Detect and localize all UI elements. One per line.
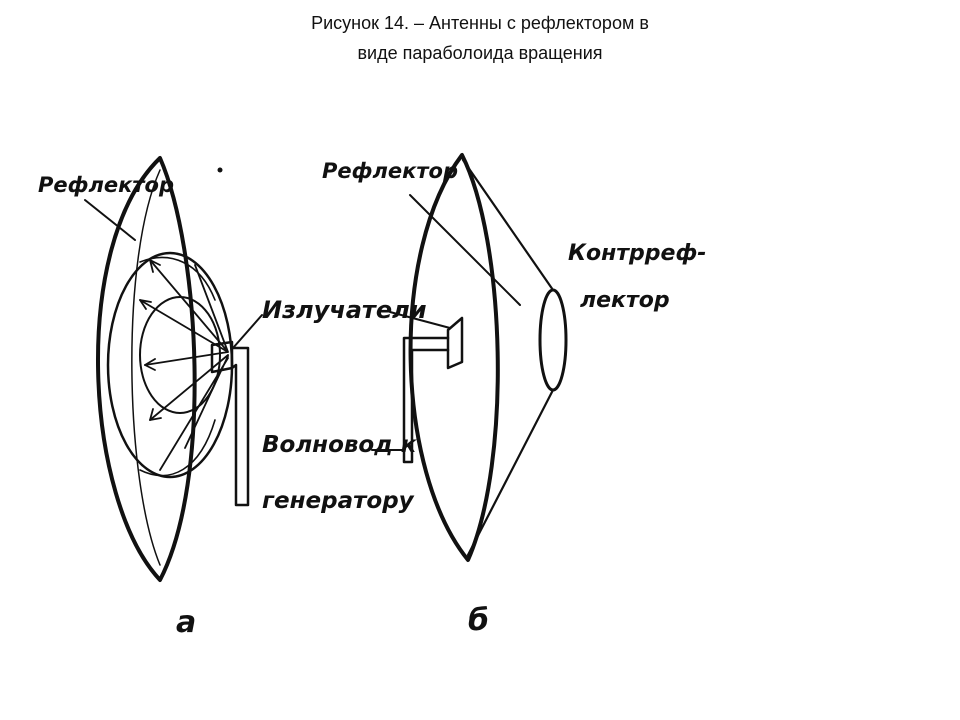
waveguide-label-line2: генератору [262,488,414,514]
leader-reflector-b [410,195,520,305]
waveguide-a [232,348,248,505]
radiators-label: Излучатели [262,296,427,324]
reflector-label-a: Рефлектор [38,173,174,197]
reflector-label-b: Рефлектор [322,159,458,183]
panel-letter-a: а [176,605,197,640]
outer-lobe [108,253,232,477]
caption-line-1: Рисунок 14. – Антенны с рефлектором в [311,13,649,33]
caption-line-2: виде параболоида вращения [357,43,603,63]
scan-speck [218,168,223,173]
panel-letter-b: б [468,603,489,638]
leader-radiators [233,315,262,348]
antenna-a [38,158,427,640]
radiator-feed-b [448,318,462,368]
reflector-dish-b [411,155,498,560]
counter-reflector-label-line2: лектор [580,288,670,313]
counter-reflector [540,290,566,390]
antenna-b [322,155,706,638]
counter-reflector-label-line1: Контрреф- [568,241,707,266]
waveguide-label-line1: Волновод к [262,432,417,458]
radiation-pattern [108,253,232,477]
reflector-inner-a [132,170,160,565]
